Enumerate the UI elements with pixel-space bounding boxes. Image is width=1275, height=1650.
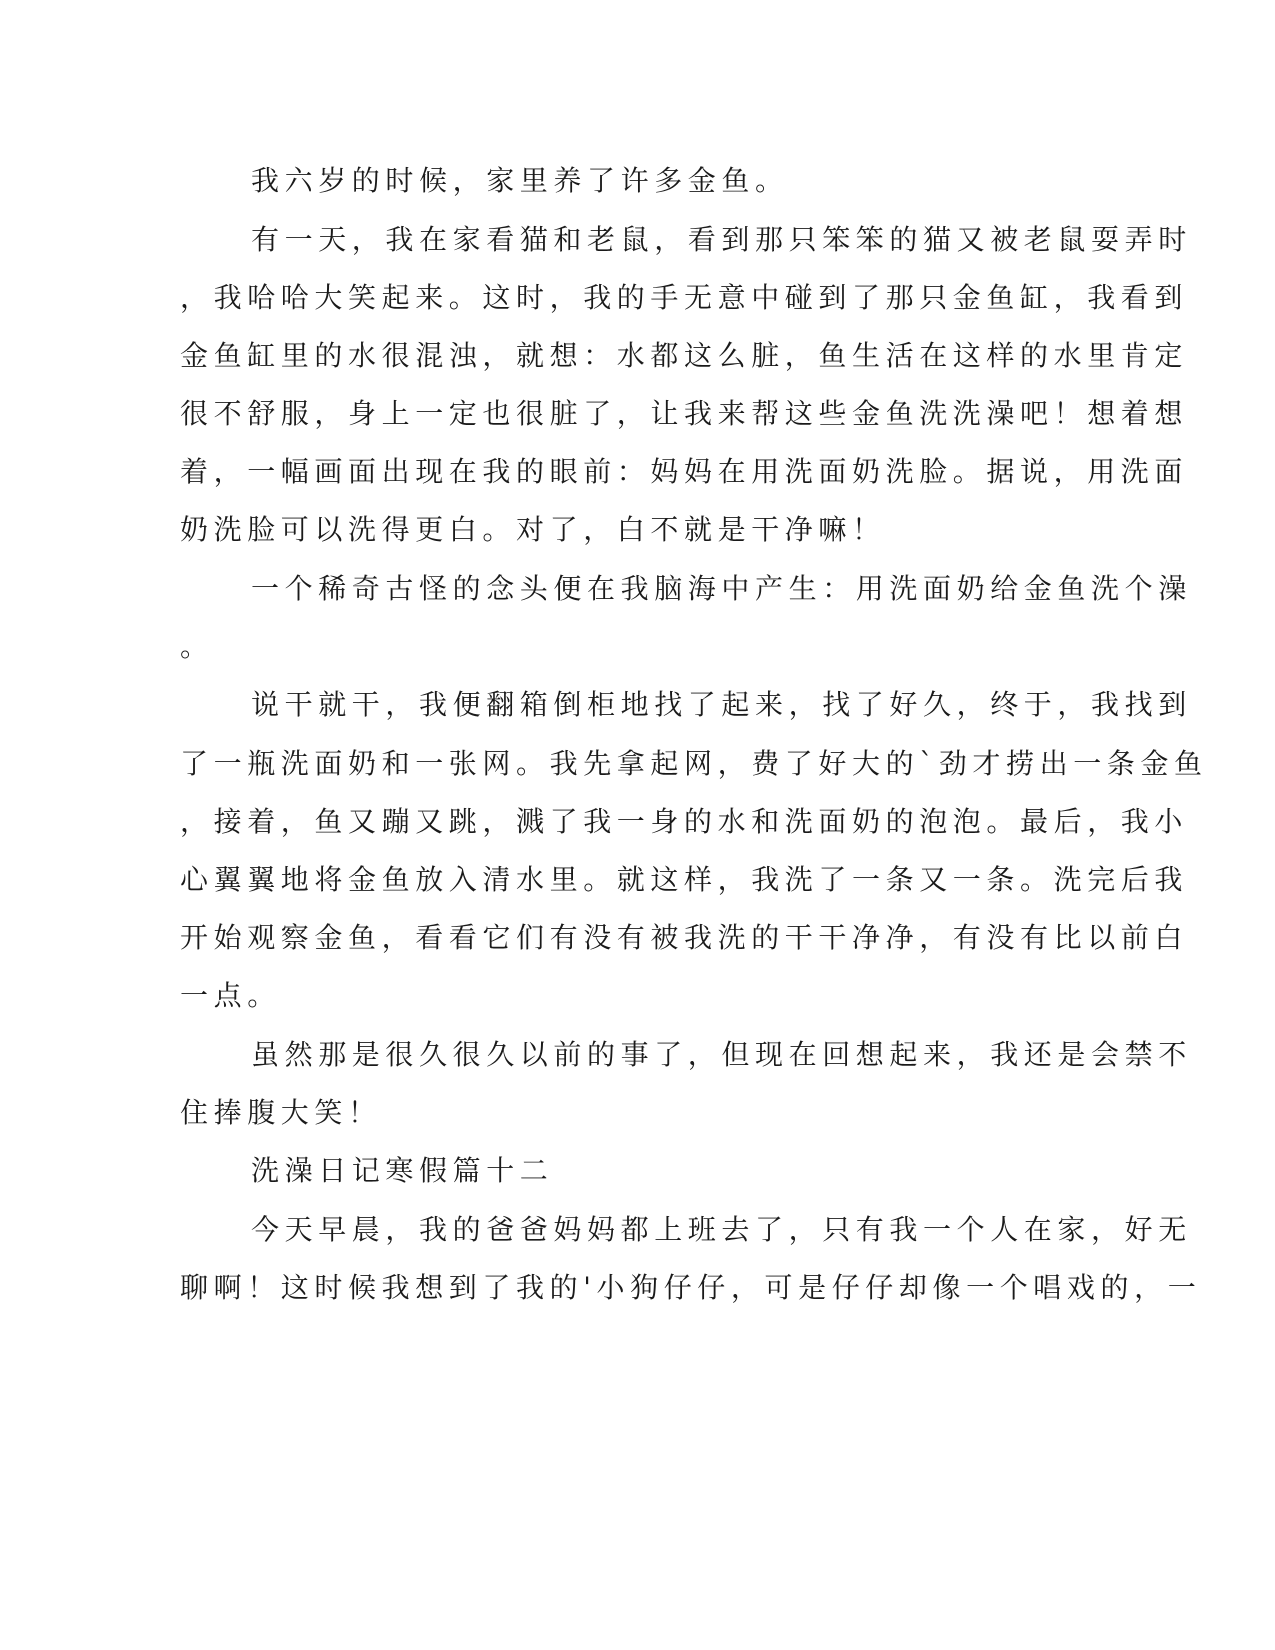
text-line: 有一天，我在家看猫和老鼠，看到那只笨笨的猫又被老鼠耍弄时: [251, 223, 1192, 256]
text-line: 虽然那是很久很久以前的事了，但现在回想起来，我还是会禁不: [251, 1038, 1192, 1071]
text-line: 我六岁的时候，家里养了许多金鱼。: [251, 164, 789, 197]
text-line: 聊啊！这时候我想到了我的'小狗仔仔，可是仔仔却像一个唱戏的，一: [180, 1271, 1202, 1304]
text-line: 很不舒服，身上一定也很脏了，让我来帮这些金鱼洗洗澡吧！想着想: [180, 397, 1189, 430]
text-line: 说干就干，我便翻箱倒柜地找了起来，找了好久，终于，我找到: [251, 688, 1192, 721]
section-title: 洗澡日记寒假篇十二: [251, 1154, 554, 1187]
text-line: 。: [180, 630, 214, 663]
text-line: 一点。: [180, 979, 281, 1012]
text-line: 金鱼缸里的水很混浊，就想：水都这么脏，鱼生活在这样的水里肯定: [180, 339, 1189, 372]
text-line: ，我哈哈大笑起来。这时，我的手无意中碰到了那只金鱼缸，我看到: [180, 281, 1189, 314]
text-line: 开始观察金鱼，看看它们有没有被我洗的干干净净，有没有比以前白: [180, 921, 1189, 954]
text-line: 住捧腹大笑！: [180, 1096, 382, 1129]
text-line: 着，一幅画面出现在我的眼前：妈妈在用洗面奶洗脸。据说，用洗面: [180, 455, 1189, 488]
text-line: 了一瓶洗面奶和一张网。我先拿起网，费了好大的`劲才捞出一条金鱼: [180, 747, 1208, 780]
text-line: 奶洗脸可以洗得更白。对了，白不就是干净嘛！: [180, 513, 886, 546]
text-line: ，接着，鱼又蹦又跳，溅了我一身的水和洗面奶的泡泡。最后，我小: [180, 805, 1189, 838]
text-line: 一个稀奇古怪的念头便在我脑海中产生：用洗面奶给金鱼洗个澡: [251, 572, 1192, 605]
text-line: 心翼翼地将金鱼放入清水里。就这样，我洗了一条又一条。洗完后我: [180, 863, 1189, 896]
text-line: 今天早晨，我的爸爸妈妈都上班去了，只有我一个人在家，好无: [251, 1213, 1192, 1246]
